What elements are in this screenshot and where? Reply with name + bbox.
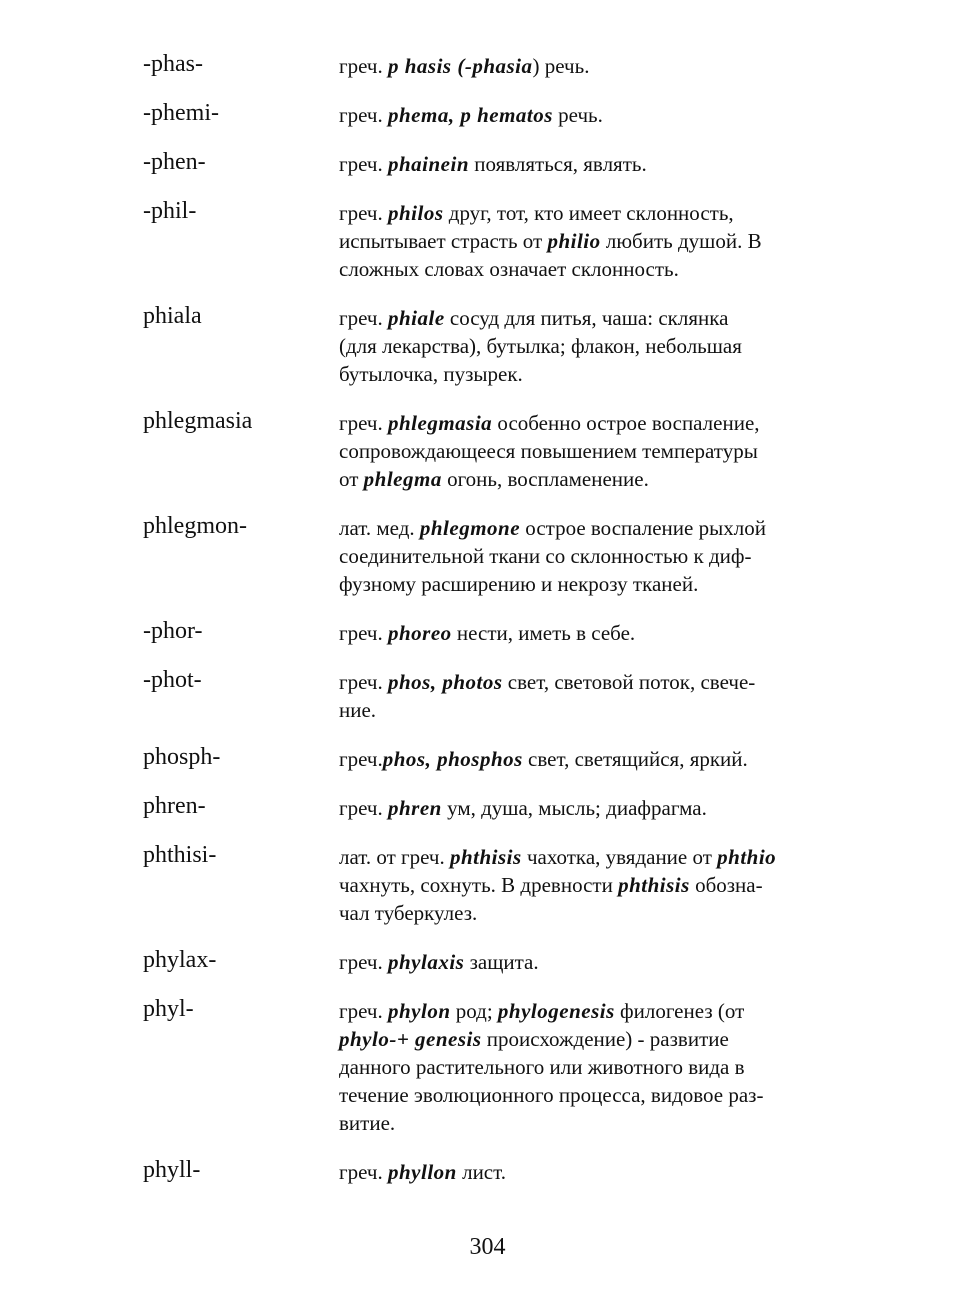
entry-definition — [339, 995, 843, 1137]
definition-text: греч. — [339, 54, 388, 78]
definition-text: чахнуть, сохнуть. В древности — [339, 873, 619, 897]
dictionary-entry — [143, 407, 843, 493]
entry-definition — [339, 1156, 843, 1186]
entry-term: phylax- — [143, 947, 217, 973]
entry-definition — [339, 99, 843, 129]
definition-text: данного растительного или животного вида в — [339, 1055, 745, 1079]
entry-term: -phot- — [143, 667, 202, 693]
dictionary-entry — [143, 99, 843, 129]
dictionary-entry — [143, 792, 843, 822]
definition-text: бутылочка, пузырек. — [339, 362, 523, 386]
definition-text: витие. — [339, 1111, 396, 1135]
definition-text: ) речь. — [532, 54, 590, 78]
definition-text: появляться, являть. — [469, 152, 647, 176]
entry-term: phiala — [143, 303, 202, 329]
entry-term: phyl- — [143, 996, 194, 1022]
entry-definition — [339, 617, 843, 647]
definition-text: греч. — [339, 747, 383, 771]
definition-text: сопровождающееся повышением температуры — [339, 439, 758, 463]
definition-text: чахотка, увядание от — [521, 845, 718, 869]
entry-term: phosph- — [143, 744, 221, 770]
definition-text: сложных словах означает склонность. — [339, 257, 679, 281]
entry-definition — [339, 407, 843, 493]
definition-text: чал туберкулез. — [339, 901, 478, 925]
etymon-word: philio — [547, 229, 601, 253]
definition-text: греч. — [339, 796, 388, 820]
etymon-word: phylon — [387, 999, 451, 1023]
etymon-word: p hasis (-phasia — [387, 54, 533, 78]
dictionary-entry — [143, 512, 843, 598]
etymon-word: phoreo — [387, 621, 452, 645]
dictionary-entry — [143, 946, 843, 976]
etymon-word: phlegmone — [419, 516, 521, 540]
definition-text: острое воспаление рыхлой — [520, 516, 766, 540]
etymon-word: phylo-+ genesis — [339, 1027, 482, 1051]
etymon-word: phyllon — [387, 1160, 457, 1184]
definition-text: ние. — [339, 698, 377, 722]
entry-term: phlegmon- — [143, 513, 247, 539]
definition-text: свет, светящийся, яркий. — [522, 747, 748, 771]
etymon-word: phylogenesis — [497, 999, 615, 1023]
definition-text: речь. — [552, 103, 603, 127]
definition-text: ум, душа, мысль; диафрагма. — [441, 796, 707, 820]
etymon-word: phema, p hematos — [387, 103, 553, 127]
definition-text: греч. — [339, 103, 388, 127]
definition-text: греч. — [339, 999, 388, 1023]
entry-definition — [339, 512, 843, 598]
etymon-word: phainein — [387, 152, 470, 176]
definition-text: греч. — [339, 306, 388, 330]
definition-text: (для лекарства), бутылка; флакон, небольшая — [339, 334, 742, 358]
definition-text: происхождение) - развитие — [481, 1027, 729, 1051]
dictionary-entry — [143, 617, 843, 647]
definition-text: лат. мед. — [339, 516, 420, 540]
entry-term: -phemi- — [143, 100, 219, 126]
entry-term: phren- — [143, 793, 206, 819]
entry-definition — [339, 946, 843, 976]
entry-definition — [339, 743, 843, 773]
entry-term: -phas- — [143, 51, 203, 77]
entry-definition — [339, 197, 843, 283]
definition-text: особенно острое воспаление, — [492, 411, 760, 435]
etymon-word: phthisis — [449, 845, 522, 869]
definition-text: свет, световой поток, свече- — [502, 670, 756, 694]
definition-text: филогенез (от — [614, 999, 745, 1023]
etymon-word: phiale — [387, 306, 445, 330]
etymon-word: phos, photos — [387, 670, 503, 694]
entry-term: -phen- — [143, 149, 206, 175]
definition-text: греч. — [339, 950, 388, 974]
entry-definition — [339, 841, 843, 927]
definition-text: испытывает страсть от — [339, 229, 548, 253]
dictionary-entry — [143, 302, 843, 388]
definition-text: греч. — [339, 411, 388, 435]
etymon-word: phthio — [717, 845, 777, 869]
definition-text: соединительной ткани со склонностью к диф- — [339, 544, 752, 568]
entry-list — [143, 50, 843, 1205]
dictionary-entry — [143, 197, 843, 283]
etymon-word: phlegmasia — [387, 411, 493, 435]
dictionary-entry — [143, 50, 843, 80]
definition-text: греч. — [339, 1160, 388, 1184]
entry-definition — [339, 50, 843, 80]
definition-text: греч. — [339, 152, 388, 176]
definition-text: нести, иметь в себе. — [451, 621, 636, 645]
definition-text: огонь, воспламенение. — [441, 467, 649, 491]
definition-text: сосуд для питья, чаша: склянка — [444, 306, 729, 330]
etymon-word: philos — [387, 201, 444, 225]
entry-definition — [339, 666, 843, 724]
etymon-word: phylaxis — [387, 950, 465, 974]
definition-text: лат. от греч. — [339, 845, 450, 869]
entry-definition — [339, 148, 843, 178]
definition-text: от — [339, 467, 364, 491]
dictionary-entry — [143, 666, 843, 724]
definition-text: друг, тот, кто имеет склонность, — [443, 201, 734, 225]
definition-text: обозна- — [689, 873, 763, 897]
definition-text: греч. — [339, 201, 388, 225]
entry-definition — [339, 302, 843, 388]
page-number: 304 — [469, 1234, 506, 1260]
etymon-word: phthisis — [618, 873, 690, 897]
entry-definition — [339, 792, 843, 822]
entry-term: phyll- — [143, 1157, 201, 1183]
definition-text: греч. — [339, 670, 388, 694]
definition-text: защита. — [464, 950, 539, 974]
entry-term: phthisi- — [143, 842, 217, 868]
definition-text: род; — [450, 999, 498, 1023]
definition-text: любить душой. В — [600, 229, 762, 253]
etymon-word: phren — [387, 796, 442, 820]
dictionary-entry — [143, 1156, 843, 1186]
dictionary-entry — [143, 743, 843, 773]
etymon-word: phlegma — [363, 467, 442, 491]
entry-term: -phor- — [143, 618, 203, 644]
definition-text: лист. — [456, 1160, 506, 1184]
definition-text: течение эволюционного процесса, видовое раз- — [339, 1083, 764, 1107]
definition-text: греч. — [339, 621, 388, 645]
dictionary-entry — [143, 148, 843, 178]
entry-term: phlegmasia — [143, 408, 253, 434]
dictionary-entry — [143, 841, 843, 927]
dictionary-entry — [143, 995, 843, 1137]
etymon-word: phos, phosphos — [382, 747, 523, 771]
definition-text: фузному расширению и некрозу тканей. — [339, 572, 699, 596]
entry-term: -phil- — [143, 198, 197, 224]
